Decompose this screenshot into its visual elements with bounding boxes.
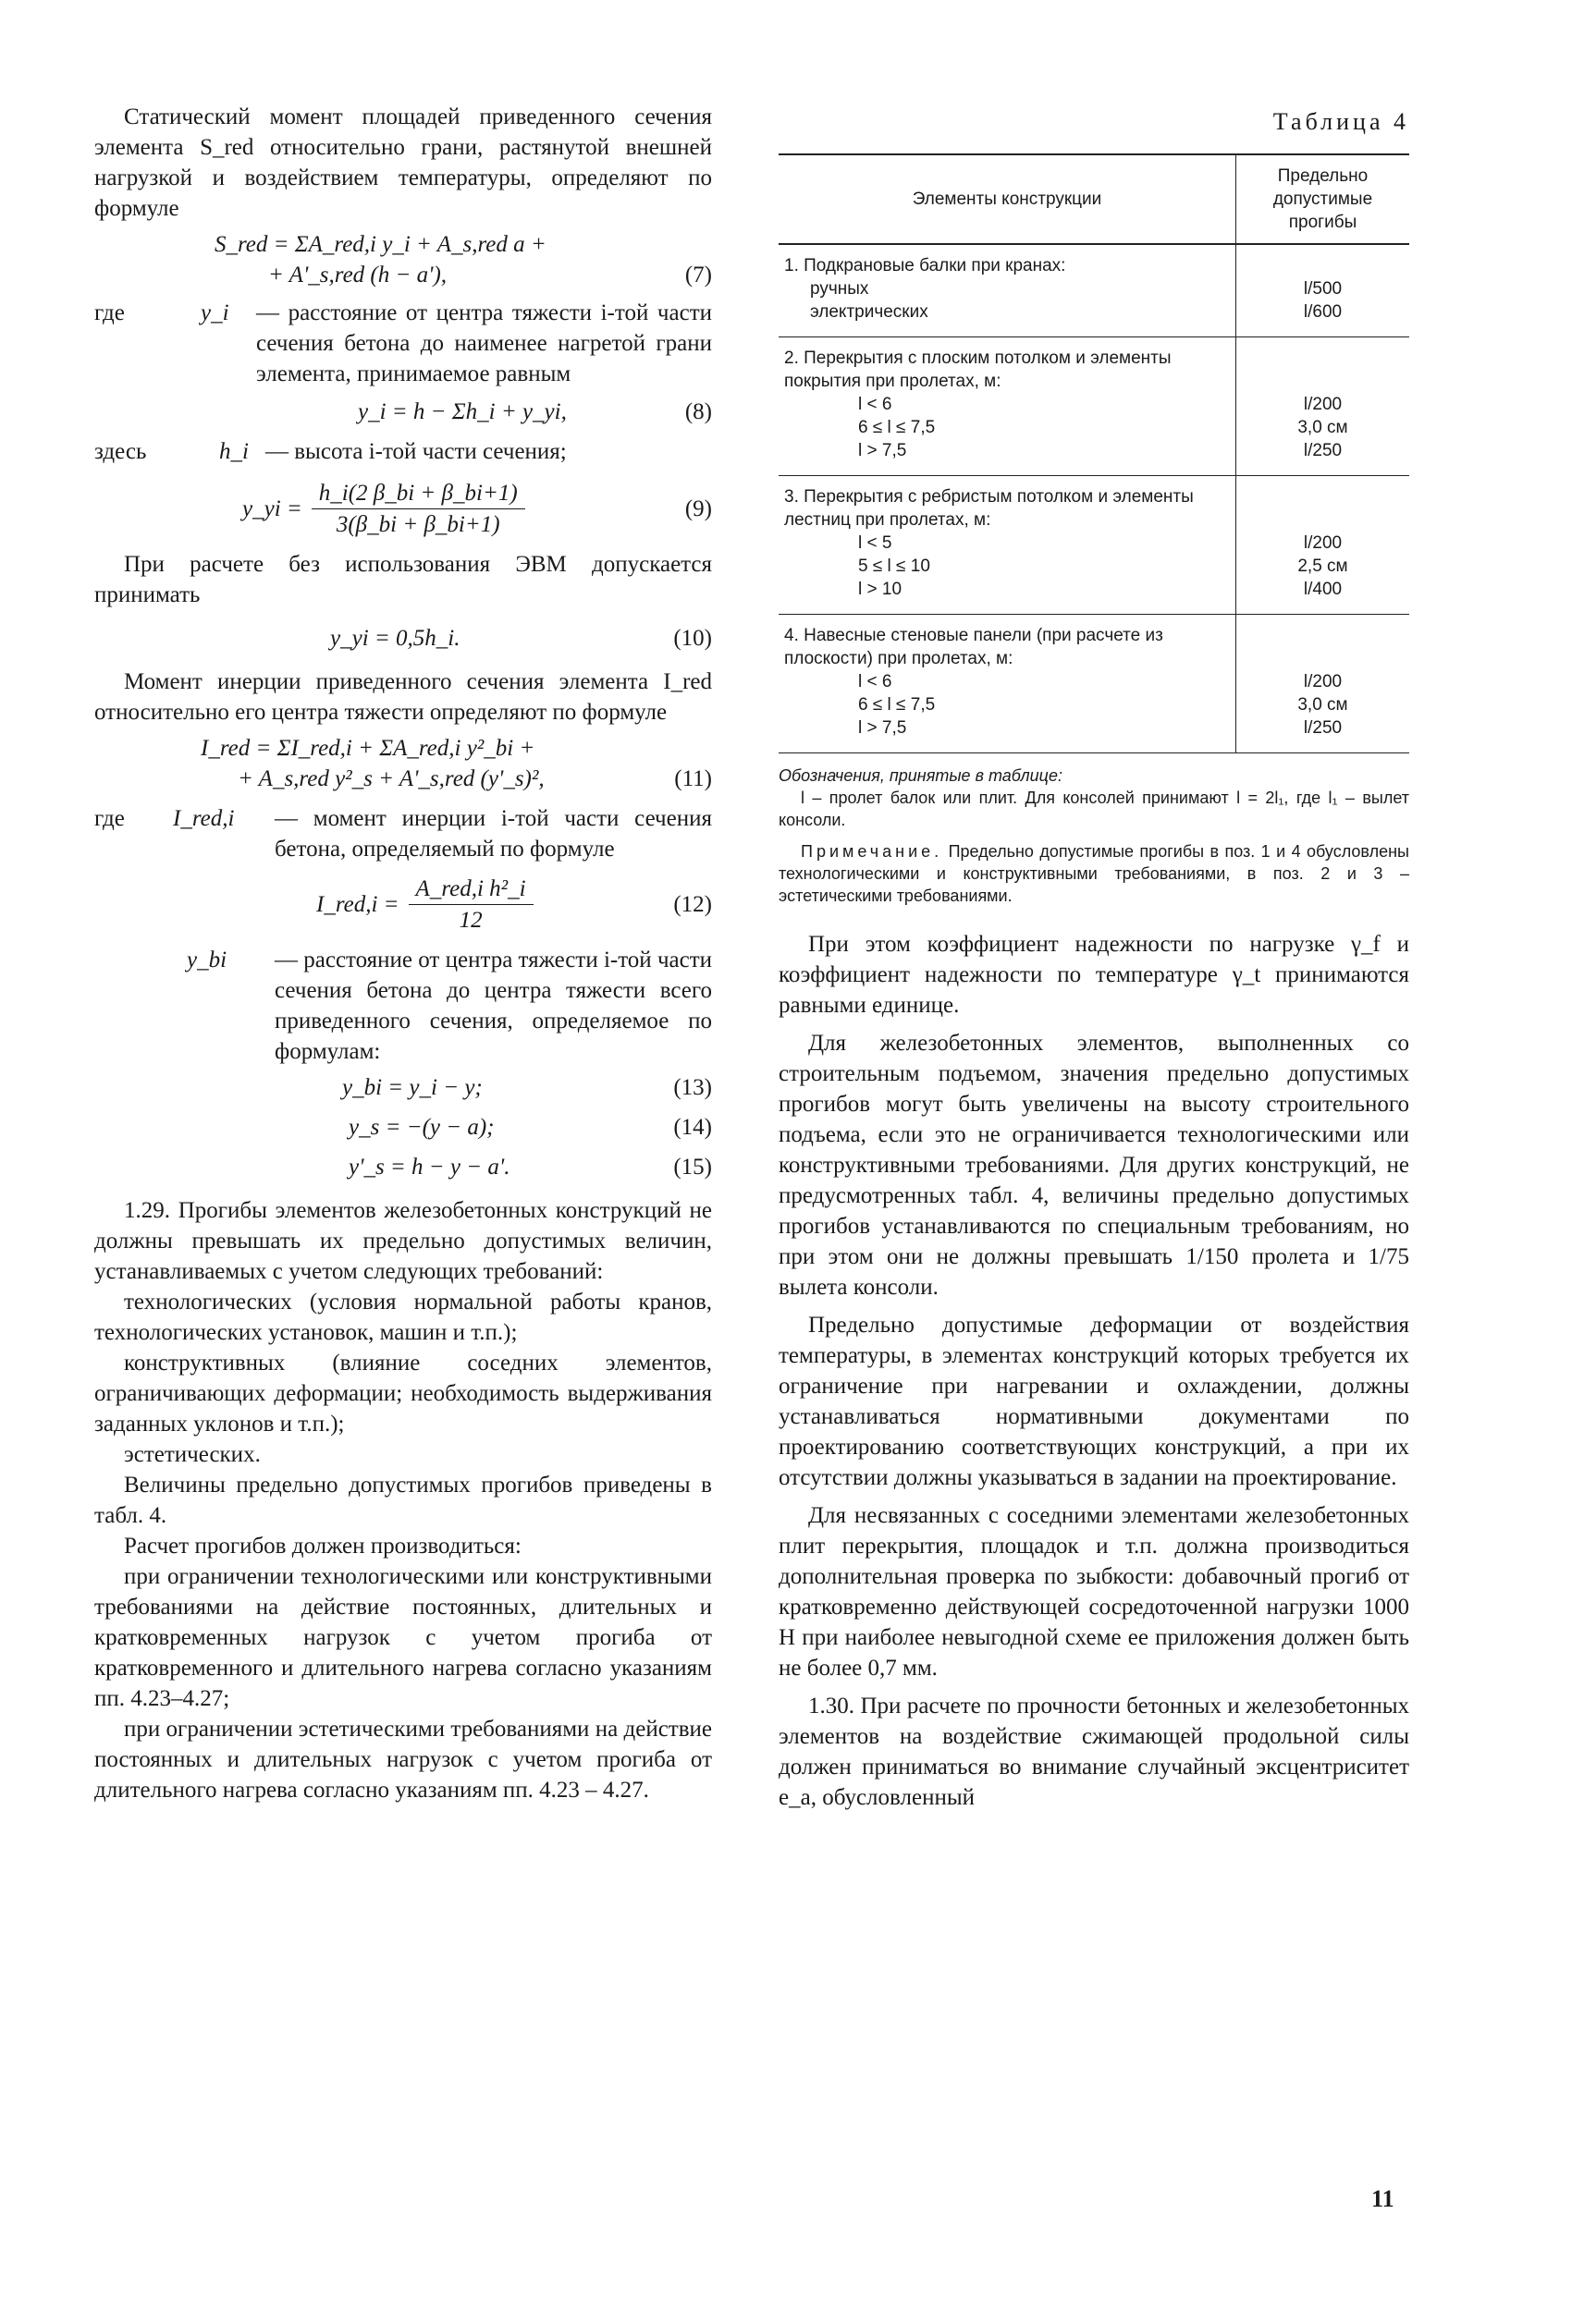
table-row-title: 4. Навесные стеновые панели (при расчете из плоскости) при пролетах, м: <box>784 626 1163 668</box>
paragraph-vibration-check: Для несвязанных с соседними элементами железобетонных плит перекрытия, площадок и т.п. должна производиться дополнительная проверка по зыбкости: добавочный прогиб от кратковременно действующей сосредоточенной нагрузки 1000 Н при наиболее невыгодной схеме ее приложения должен быть не более 0,7 мм. <box>779 1503 1409 1681</box>
paragraph-reliability-coefficients: При этом коэффициент надежности по нагрузке γ_f и коэффициент надежности по температуре γ_t принимаются равными единице. <box>779 932 1409 1018</box>
equation-15-number: (15) <box>673 1155 712 1180</box>
equation-8 <box>94 397 712 427</box>
table-header-row <box>779 154 1409 244</box>
table-row-value: l/400 <box>1303 580 1343 599</box>
table-row-value: 3,0 см <box>1297 418 1348 437</box>
equation-9-fraction <box>312 478 525 540</box>
paragraph-1-29: 1.29. Прогибы элементов железобетонных конструкций не должны превышать их предельно допустимых величин, устанавливаемых с учетом следующих требований: <box>94 1198 712 1284</box>
equation-13 <box>94 1072 712 1103</box>
definition-hi-text: — высота i-той части сечения; <box>265 439 567 464</box>
table-row-condition: l < 5 <box>858 533 892 553</box>
equation-10-number: (10) <box>673 626 712 651</box>
definition-ired <box>94 803 712 864</box>
table-row-value: 3,0 см <box>1297 695 1348 715</box>
equation-13-expression: y_bi = y_i − y; <box>342 1075 483 1100</box>
equation-9-numerator: h_i(2 β_bi + β_bi+1) <box>312 478 525 509</box>
equation-12-lhs: I_red,i = <box>316 892 399 917</box>
symbol-ybi: y_bi <box>187 948 227 972</box>
table-cell-deflection <box>1236 244 1410 337</box>
page-number: 11 <box>1371 2185 1394 2212</box>
paragraph-1-30: 1.30. При расчете по прочности бетонных и железобетонных элементов на воздействие сжимающей продольной силы должен приниматься во внимание случайный эксцентриситет e_a, обусловленный <box>779 1694 1409 1810</box>
definition-yi-text: — расстояние от центра тяжести i-той части сечения бетона до наименее нагретой грани элемента, принимаемое равным <box>256 300 712 386</box>
right-column <box>779 0 1409 1813</box>
table-row-condition: 6 ≤ l ≤ 7,5 <box>858 695 936 715</box>
table-row-value: l/200 <box>1303 533 1343 553</box>
equation-11 <box>94 733 712 794</box>
table-row-condition: ручных <box>810 279 869 299</box>
paragraph-moment-of-inertia: Момент инерции приведенного сечения элемента I_red относительно его центра тяжести определяют по формуле <box>94 669 712 725</box>
note-label: Примечание. <box>801 842 943 861</box>
table-caption: Таблица 4 <box>1272 108 1409 135</box>
note-text: Предельно допустимые прогибы в поз. 1 и 4 обусловлены технологическими и конструктивными требованиями, в поз. 2 и 3 – эстетическими требованиями. <box>779 842 1409 905</box>
equation-10 <box>94 623 712 654</box>
paragraph-static-moment: Статический момент площадей приведенного сечения элемента S_red относительно грани, растянутой внешней нагрузкой и воздействием температуры, определяют по формуле <box>94 104 712 221</box>
paragraph-aesthetic-limit: при ограничении эстетическими требованиями на действие постоянных и длительных нагрузок с учетом прогиба от длительного нагрева согласно указаниям пп. 4.23 – 4.27. <box>94 1717 712 1803</box>
equation-12-number: (12) <box>673 892 712 917</box>
equation-14-number: (14) <box>673 1115 712 1140</box>
table-row <box>779 615 1409 753</box>
paragraph-technological: технологических (условия нормальной работы кранов, технологических установок, машин и т.п.); <box>94 1290 712 1345</box>
table-row-title: 3. Перекрытия с ребристым потолком и элементы лестниц при пролетах, м: <box>784 487 1194 530</box>
symbol-ired-i: I_red,i <box>173 806 235 831</box>
equation-12-numerator: A_red,i h²_i <box>409 874 534 905</box>
equation-9-lhs: y_yi = <box>242 496 302 521</box>
table-row <box>779 337 1409 476</box>
table-row-title: 1. Подкрановые балки при кранах: <box>784 256 1066 275</box>
equation-9 <box>94 478 712 540</box>
equation-11-line-2: + A_s,red y²_s + A'_s,red (y'_s)², <box>238 766 545 791</box>
paragraph-construction-lift: Для железобетонных элементов, выполненных со строительным подъемом, значения предельно допустимых прогибов могут быть увеличены на высоту строительного подъема, если это не ограничивается технологическими или конструктивными требованиями. Для других конструкций, не предусмотренных табл. 4, величины предельно допустимых прогибов устанавливаются по специальным требованиям, но при этом они не должны превышать 1/150 пролета и 1/75 вылета консоли. <box>779 1031 1409 1300</box>
table-note <box>779 840 1409 907</box>
table-row-condition: l > 10 <box>858 580 903 599</box>
equation-12-denominator: 12 <box>459 908 483 933</box>
definition-hi <box>94 436 712 467</box>
table-row <box>779 476 1409 615</box>
table-cell-element <box>779 476 1236 615</box>
equation-15-expression: y'_s = h − y − a'. <box>349 1155 510 1180</box>
notation-text: l – пролет балок или плит. Для консолей принимают l = 2l₁, где l₁ – вылет консоли. <box>779 789 1409 829</box>
definition-ired-text: — момент инерции i-той части сечения бетона, определяемый по формуле <box>275 806 712 862</box>
table-row-value: l/250 <box>1303 441 1343 460</box>
table-row-value: l/200 <box>1303 672 1343 691</box>
table-4 <box>779 153 1409 753</box>
table-row-value: l/600 <box>1303 302 1343 322</box>
equation-7-line-2: + A'_s,red (h − a'), <box>268 263 448 287</box>
table-row-condition: l < 6 <box>858 672 892 691</box>
equation-8-expression: y_i = h − Σh_i + y_yi, <box>358 399 567 424</box>
table-cell-deflection <box>1236 337 1410 476</box>
table-row <box>779 244 1409 337</box>
equation-9-number: (9) <box>684 496 712 521</box>
paragraph-technological-limit: при ограничении технологическими или конструктивными требованиями на действие постоянных, длительных и кратковременных нагрузок с учетом прогиба от кратковременного и длительного нагрева согласно указаниям пп. 4.23–4.27; <box>94 1564 712 1711</box>
table-cell-element <box>779 615 1236 753</box>
equation-13-number: (13) <box>673 1075 712 1100</box>
table-cell-element <box>779 337 1236 476</box>
equation-7-number: (7) <box>684 263 712 287</box>
equation-14-expression: y_s = −(y − a); <box>349 1115 495 1140</box>
table-row-condition: l > 7,5 <box>858 441 907 460</box>
where-word-2: где <box>94 806 125 831</box>
equation-12-fraction <box>409 874 534 936</box>
equation-7-line-1: S_red = ΣA_red,i y_i + A_s,red a + <box>215 232 546 257</box>
paragraph-without-computer: При расчете без использования ЭВМ допускается принимать <box>94 552 712 607</box>
paragraph-constructive: конструктивных (влияние соседних элементов, ограничивающих деформации; необходимость выдерживания заданных уклонов и т.п.); <box>94 1351 712 1437</box>
equation-12 <box>94 874 712 936</box>
notation-title: Обозначения, принятые в таблице: <box>779 766 1062 785</box>
table-row-value: l/500 <box>1303 279 1343 299</box>
table-notation <box>779 764 1409 831</box>
table-header-elements: Элементы конструкции <box>779 154 1236 244</box>
paragraph-values-table: Величины предельно допустимых прогибов приведены в табл. 4. <box>94 1473 712 1528</box>
table-body <box>779 244 1409 753</box>
table-row-condition: электрических <box>810 302 928 322</box>
definition-ybi-text: — расстояние от центра тяжести i-той части сечения бетона до центра тяжести всего приведенного сечения, определяемое по формулам: <box>275 948 713 1064</box>
equation-7 <box>94 229 712 290</box>
table-row-condition: 5 ≤ l ≤ 10 <box>858 557 930 576</box>
paragraph-calculation: Расчет прогибов должен производиться: <box>124 1534 522 1559</box>
table-row-title: 2. Перекрытия с плоским потолком и элементы покрытия при пролетах, м: <box>784 349 1172 391</box>
definition-yi <box>94 298 712 389</box>
table-row-value: l/250 <box>1303 718 1343 738</box>
equation-11-number: (11) <box>674 766 712 791</box>
where-word: где <box>94 300 125 325</box>
table-row-condition: l > 7,5 <box>858 718 907 738</box>
symbol-yi: y_i <box>201 300 229 325</box>
equation-8-number: (8) <box>684 399 712 424</box>
table-row-condition: 6 ≤ l ≤ 7,5 <box>858 418 936 437</box>
equation-15 <box>94 1152 712 1182</box>
symbol-hi: h_i <box>219 439 249 464</box>
paragraph-temperature-deformations: Предельно допустимые деформации от воздействия температуры, в элементах конструкций которых требуется их ограничение при нагревании и охлаждении, должны устанавливаться нормативными документами по проектированию соответствующих конструкций, а при их отсутствии должны указываться в задании на проектирование. <box>779 1313 1409 1490</box>
paragraph-aesthetic: эстетических. <box>124 1442 261 1467</box>
table-cell-deflection <box>1236 476 1410 615</box>
table-cell-deflection <box>1236 615 1410 753</box>
equation-9-denominator: 3(β_bi + β_bi+1) <box>336 512 500 537</box>
left-column <box>94 0 712 1805</box>
table-cell-element <box>779 244 1236 337</box>
table-row-value: l/200 <box>1303 395 1343 414</box>
equation-10-expression: y_yi = 0,5h_i. <box>330 626 460 651</box>
table-header-deflections: Предельно допустимые прогибы <box>1236 154 1410 244</box>
here-word: здесь <box>94 439 147 464</box>
equation-11-line-1: I_red = ΣI_red,i + ΣA_red,i y²_bi + <box>201 736 535 761</box>
table-row-value: 2,5 см <box>1297 557 1348 576</box>
table-row-condition: l < 6 <box>858 395 892 414</box>
equation-14 <box>94 1112 712 1143</box>
definition-ybi <box>94 945 712 1067</box>
